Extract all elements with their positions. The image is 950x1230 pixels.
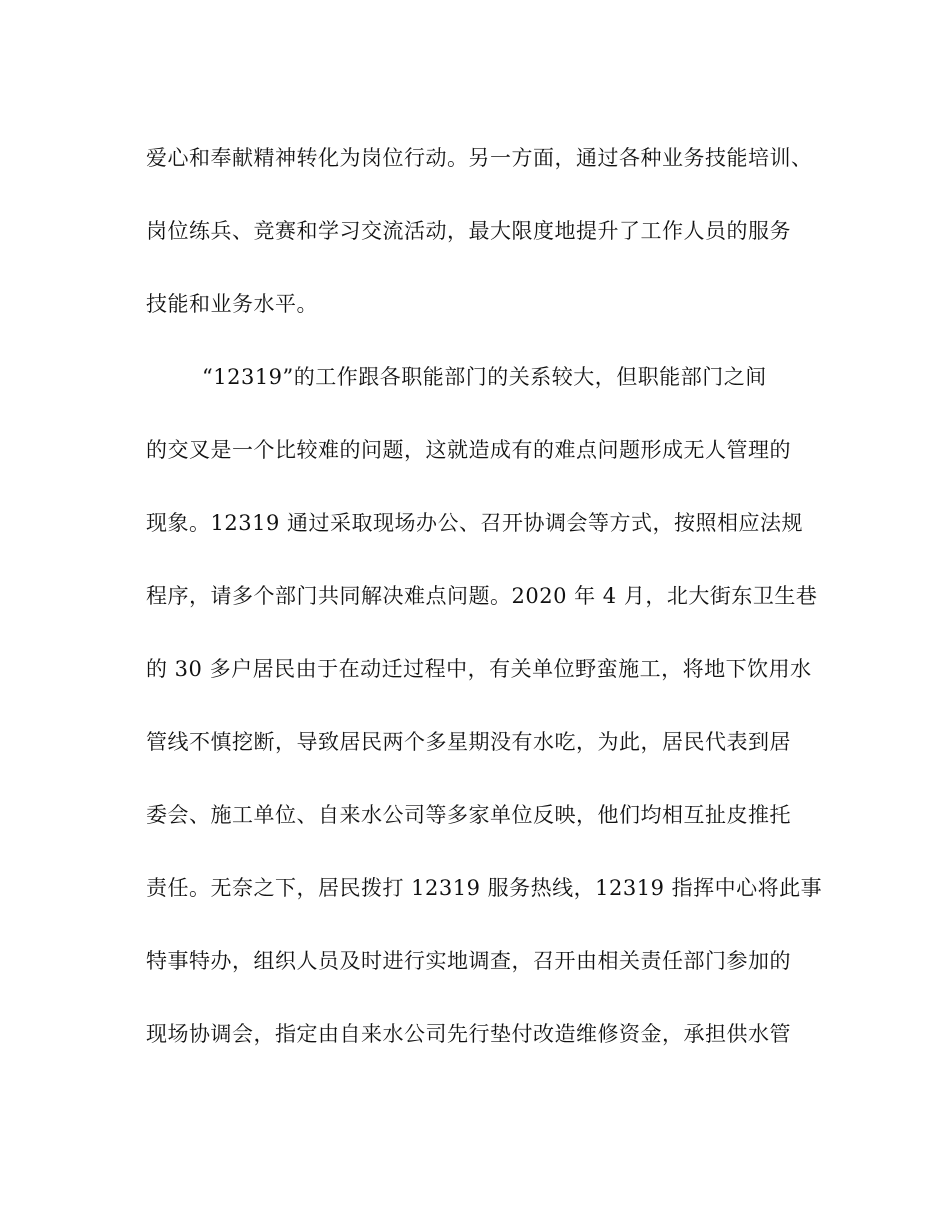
text-line: 现场协调会，指定由自来水公司先行垫付改造维修资金，承担供水管 [146,1022,791,1046]
text-line: 程序，请多个部门共同解决难点问题。2020 年 4 月，北大街东卫生巷 [146,584,818,608]
text-line: 爱心和奉献精神转化为岗位行动。另一方面，通过各种业务技能培训、 [146,146,813,170]
text-line: 管线不慎挖断，导致居民两个多星期没有水吃，为此，居民代表到居 [146,730,791,754]
text-line: 岗位练兵、竞赛和学习交流活动，最大限度地提升了工作人员的服务 [146,219,791,243]
text-line: 现象。12319 通过采取现场办公、召开协调会等方式，按照相应法规 [146,511,803,535]
text-line: 的 30 多户居民由于在动迁过程中，有关单位野蛮施工，将地下饮用水 [146,657,812,681]
text-line: 责任。无奈之下，居民拨打 12319 服务热线，12319 指挥中心将此事 [146,876,823,900]
text-line: 特事特办，组织人员及时进行实地调查，召开由相关责任部门参加的 [146,949,791,973]
text-line: 委会、施工单位、自来水公司等多家单位反映，他们均相互扯皮推托 [146,803,791,827]
text-line: 的交叉是一个比较难的问题，这就造成有的难点问题形成无人管理的 [146,438,791,462]
paragraph-first-line: “12319”的工作跟各职能部门的关系较大，但职能部门之间 [202,365,767,389]
text-line: 技能和业务水平。 [146,292,318,316]
